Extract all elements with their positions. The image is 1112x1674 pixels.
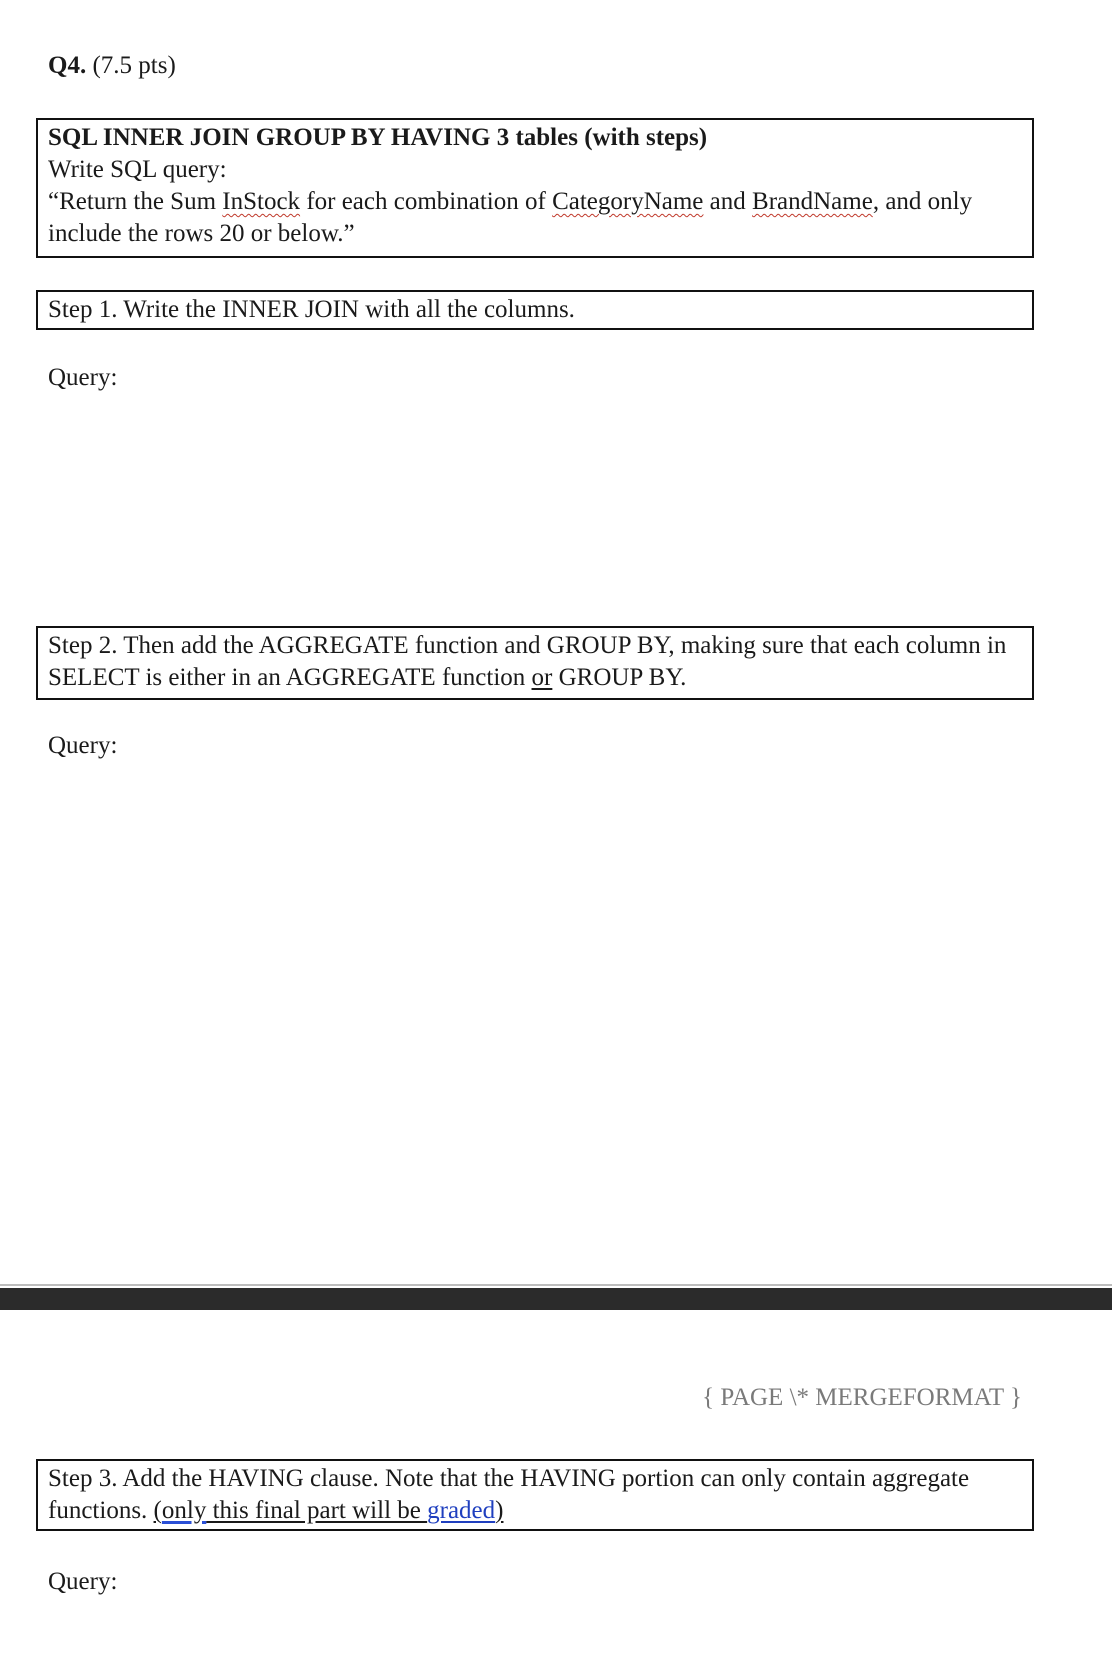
- page-break-edge: [0, 1284, 1112, 1286]
- step-3-text-b: this final part will be: [206, 1497, 428, 1524]
- question-number: Q4.: [48, 52, 87, 79]
- step-1-box: [36, 290, 1034, 330]
- question-header: [48, 50, 176, 82]
- step-2-text-b: GROUP BY.: [552, 664, 687, 691]
- question-prompt-box: [36, 118, 1034, 258]
- step-3-paren-open: (: [153, 1497, 162, 1524]
- prompt-instruction: Write SQL query:: [48, 156, 227, 183]
- step-2-box: [36, 626, 1034, 700]
- step-2-text-a: SELECT is either in an AGGREGATE function: [48, 664, 532, 691]
- prompt-text-b: for each combination of: [300, 188, 553, 215]
- question-points: (7.5 pts): [92, 52, 176, 79]
- step-2-or: or: [531, 664, 553, 691]
- term-brandname: BrandName: [752, 188, 873, 215]
- step-3-box: [36, 1459, 1034, 1531]
- prompt-title: SQL INNER JOIN GROUP BY HAVING 3 tables (with steps): [48, 124, 708, 151]
- query-label-2: Query:: [48, 732, 118, 759]
- step-2-line-2: [48, 662, 1022, 694]
- step-3-graded-link[interactable]: graded: [427, 1497, 496, 1524]
- step-2-line-1: Step 2. Then add the AGGREGATE function and GROUP BY, making sure that each column in: [48, 632, 1007, 659]
- page-field-code: { PAGE \* MERGEFORMAT }: [702, 1384, 1022, 1411]
- step-1-text: Step 1. Write the INNER JOIN with all the columns.: [48, 296, 575, 323]
- term-instock: InStock: [222, 188, 301, 215]
- prompt-line-2: include the rows 20 or below.”: [48, 220, 355, 247]
- query-label-1: Query:: [48, 364, 118, 391]
- step-3-only: only: [161, 1497, 207, 1524]
- prompt-line-1: [48, 186, 1022, 218]
- prompt-text-c: and: [703, 188, 753, 215]
- step-3-paren-close: ): [495, 1497, 504, 1524]
- term-categoryname: CategoryName: [552, 188, 704, 215]
- query-label-3: Query:: [48, 1568, 118, 1595]
- prompt-text-a: “Return the Sum: [48, 188, 223, 215]
- step-3-line-2: [48, 1495, 1022, 1527]
- step-3-text-a: functions.: [48, 1497, 154, 1524]
- prompt-text-d: , and only: [872, 188, 973, 215]
- step-3-line-1: Step 3. Add the HAVING clause. Note that the HAVING portion can only contain aggregate: [48, 1465, 970, 1492]
- page-break-bar: [0, 1288, 1112, 1310]
